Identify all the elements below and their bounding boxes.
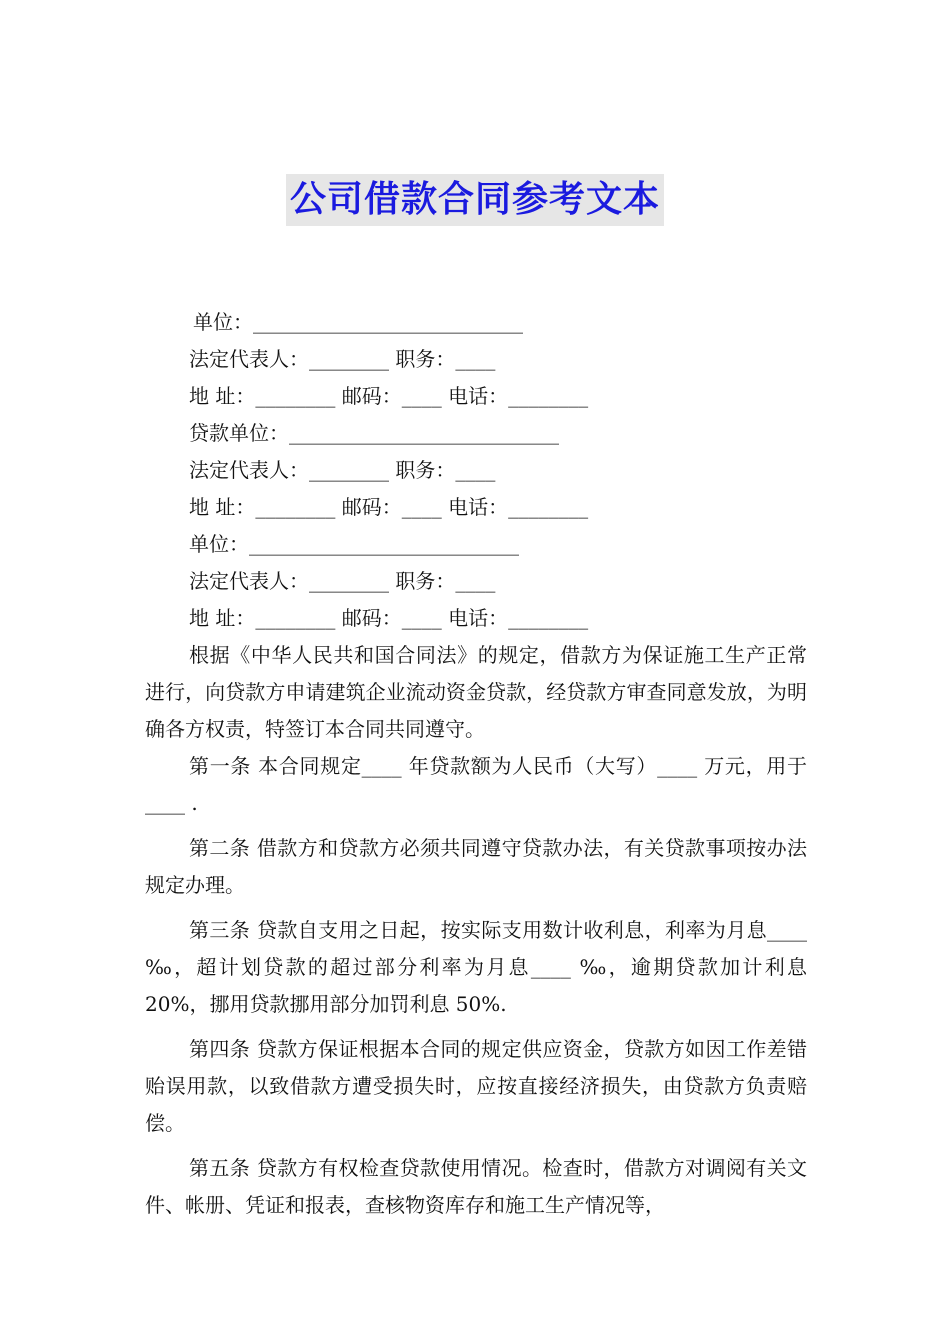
document-title: 公司借款合同参考文本 <box>286 174 664 226</box>
header-line-representative-2: 法定代表人：________ 职务：____ <box>189 458 496 482</box>
document-body <box>145 304 807 1224</box>
paragraph-preamble: 根据《中华人民共和国合同法》的规定，借款方为保证施工生产正常进行，向贷款方申请建筑企业流动资金贷款，经贷款方审查同意发放，为明确各方权责，特签订本合同共同遵守。 <box>145 643 807 741</box>
title-container <box>0 174 950 226</box>
paragraph-article-3: 第三条 贷款自支用之日起，按实际支用数计收利息，利率为月息____ ‰，超计划贷款的超过部分利率为月息____ ‰，逾期贷款加计利息 20%，挪用贷款挪用部分加罚利息 50%. <box>145 918 807 1016</box>
paragraph-article-2: 第二条 借款方和贷款方必须共同遵守贷款办法，有关贷款事项按办法规定办理。 <box>145 836 807 897</box>
header-line-address-2: 地 址：________ 邮码：____ 电话：________ <box>189 495 589 519</box>
header-line-address-3: 地 址：________ 邮码：____ 电话：________ <box>189 606 589 630</box>
header-line-lender-unit: 贷款单位：___________________________ <box>189 421 559 445</box>
paragraph-article-4: 第四条 贷款方保证根据本合同的规定供应资金，贷款方如因工作差错贻误用款，以致借款方遭受损失时，应按直接经济损失，由贷款方负责赔偿。 <box>145 1037 807 1135</box>
paragraph-article-5: 第五条 贷款方有权检查贷款使用情况。检查时，借款方对调阅有关文件、帐册、凭证和报表，查核物资库存和施工生产情况等， <box>145 1156 807 1217</box>
paragraph-article-1: 第一条 本合同规定____ 年贷款额为人民币（大写）____ 万元，用于____ . <box>145 754 807 815</box>
header-line-address-1: 地 址：________ 邮码：____ 电话：________ <box>189 384 589 408</box>
header-line-representative-1: 法定代表人：________ 职务：____ <box>189 347 496 371</box>
header-line-unit-1: 单位：___________________________ <box>193 310 523 334</box>
header-line-unit-3: 单位：___________________________ <box>189 532 519 556</box>
header-line-representative-3: 法定代表人：________ 职务：____ <box>189 569 496 593</box>
